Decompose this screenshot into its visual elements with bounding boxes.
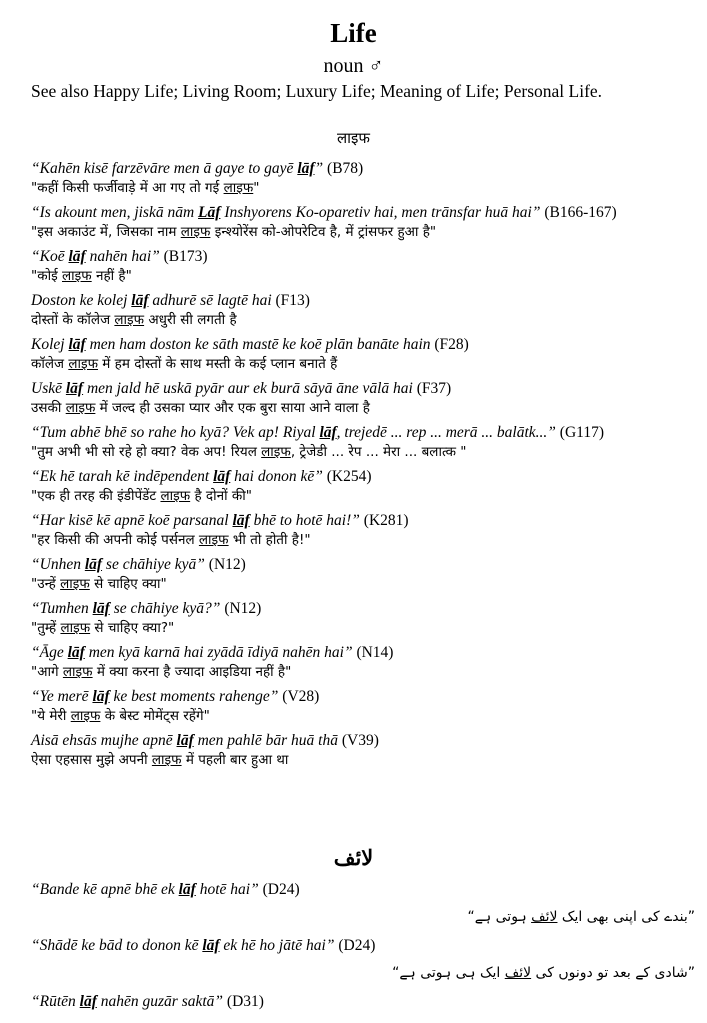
keyword: lāf (79, 993, 97, 1010)
translation (31, 663, 695, 682)
translation-keyword: लाइफ (68, 356, 99, 372)
translation-keyword: लाइफ (60, 620, 91, 636)
translation (31, 751, 695, 770)
example-text (31, 468, 323, 485)
example-post: hai donon kē” (230, 468, 323, 485)
example-pre: “Shādē ke bād to donon kē (31, 937, 203, 954)
translation-keyword: लाइफ (65, 400, 96, 416)
entry (31, 599, 695, 638)
translation-post: है दोनों की" (190, 488, 252, 504)
keyword: lāf (92, 688, 110, 705)
entry (31, 159, 695, 198)
translation-keyword: लाइफ (62, 664, 93, 680)
example-post: men ham doston ke sāth mastē ke koē plān banāte hain (85, 336, 431, 353)
translation-post: नहीं है" (91, 268, 132, 284)
translation-keyword: لائف (531, 909, 558, 925)
keyword: lāf (84, 556, 103, 573)
example-sentence (31, 467, 695, 487)
example-text (31, 424, 556, 441)
example-text (31, 160, 323, 177)
example-pre: “Bande kē apnē bhē ek (31, 881, 179, 898)
translation-post: के बेस्ट मोमेंट्स रहेंगे" (100, 708, 210, 724)
example-sentence (31, 379, 695, 399)
example-sentence (31, 203, 695, 223)
example-sentence (31, 555, 695, 575)
translation-keyword: लाइफ (60, 576, 90, 592)
keyword: lāf (65, 380, 84, 397)
translation-pre: "तुम्हें (31, 620, 61, 636)
keyword: lāf (178, 881, 196, 898)
translation-keyword: लाइफ (151, 752, 182, 768)
keyword: lāf (232, 512, 250, 529)
entry (31, 687, 695, 726)
example-post: se chāhiye kyā?” (109, 600, 221, 617)
source-ref: (G117) (555, 424, 604, 441)
example-pre: Aisā ehsās mujhe apnē (31, 732, 177, 749)
translation-pre: ”بندے کی اپنی بھی ایک (557, 909, 695, 925)
keyword: lāf (92, 600, 110, 617)
example-pre: “Kahēn kisē farzēvāre men ā gaye to gayē (31, 160, 298, 177)
translation-pre: "इस अकाउंट में, जिसका नाम (31, 224, 181, 240)
translation-post: इन्श्योरेंस को-ओपरेटिव है, में ट्रांसफर हुआ है" (210, 224, 437, 240)
translation-pre: कॉलेज (31, 356, 69, 372)
entry (31, 731, 695, 770)
translation-keyword: लाइफ (198, 532, 229, 548)
keyword: lāf (68, 336, 86, 353)
source-ref: (D24) (334, 937, 376, 954)
translation-post: में हम दोस्तों के साथ मस्ती के कई प्लान बनाते हैं (98, 356, 338, 372)
translation (31, 619, 695, 638)
translation-pre: "हर किसी की अपनी कोई पर्सनल (31, 532, 199, 548)
example-text (31, 204, 540, 221)
translation-post: , ट्रेजेडी ... रेप ... मेरा ... बलात्क " (290, 444, 467, 460)
translation-post: में क्या करना है ज्यादा आइडिया नहीं है" (92, 664, 292, 680)
translation-post: में पहली बार हुआ था (181, 752, 289, 768)
translation (31, 399, 695, 418)
translation-pre: "उन्हें (31, 576, 61, 592)
example-sentence (31, 687, 695, 707)
source-ref: (D24) (258, 881, 300, 898)
example-sentence (31, 992, 695, 1012)
example-text (31, 732, 338, 749)
example-post: men pahlē bār huā thā (193, 732, 338, 749)
translation-post: " (253, 180, 260, 196)
translation (31, 267, 695, 286)
translation-post: से चाहिए क्या" (89, 576, 167, 592)
entry (31, 643, 695, 682)
translation-keyword: لائف (504, 965, 532, 981)
translation-pre: "ये मेरी (31, 708, 71, 724)
example-pre: Kolej (31, 336, 69, 353)
translation-pre: "एक ही तरह की इंडीपेंडेंट (31, 488, 161, 504)
example-pre: Uskē (31, 380, 66, 397)
example-sentence (31, 247, 695, 267)
translation-post: से चाहिए क्या?" (90, 620, 175, 636)
example-post: Inshyorens Ko-oparetiv hai, men trānsfar huā hai” (220, 204, 541, 221)
urdu-translation (31, 906, 695, 928)
translation-post: भी तो होती है!" (228, 532, 311, 548)
example-post: nahēn hai” (85, 248, 160, 265)
example-pre: “Koē (31, 248, 69, 265)
example-text (31, 688, 278, 705)
source-ref: (F37) (412, 380, 452, 397)
source-ref: (D31) (223, 993, 264, 1010)
translation-post: ہوتی ہے“ (467, 909, 532, 925)
example-text (31, 380, 413, 397)
hindi-section-heading: लाइफ (337, 129, 370, 147)
keyword: Lāf (198, 204, 221, 221)
keyword: lāf (176, 732, 194, 749)
example-sentence (31, 335, 695, 355)
example-sentence (31, 159, 695, 179)
translation-keyword: लाइफ (261, 444, 291, 460)
translation-keyword: लाइफ (114, 312, 145, 328)
example-sentence (31, 880, 695, 900)
example-sentence (31, 291, 695, 311)
source-ref: (K281) (359, 512, 409, 529)
source-ref: (F13) (271, 292, 310, 309)
source-ref: (N12) (220, 600, 262, 617)
example-pre: “Unhen (31, 556, 85, 573)
example-post: ek hē ho jātē hai” (219, 937, 335, 954)
source-ref: (B166-167) (540, 204, 617, 221)
entry (31, 511, 695, 550)
source-ref: (B173) (159, 248, 208, 265)
translation (31, 311, 695, 330)
entry (31, 247, 695, 286)
example-text (31, 512, 360, 529)
example-sentence (31, 936, 695, 956)
keyword: lāf (67, 644, 85, 661)
source-ref: (N12) (204, 556, 246, 573)
example-pre: “Ye merē (31, 688, 93, 705)
example-sentence (31, 731, 695, 751)
entry (31, 555, 695, 594)
translation (31, 355, 695, 374)
translation (31, 531, 695, 550)
hindi-entries (31, 159, 695, 775)
source-ref: (N14) (352, 644, 394, 661)
entry (31, 423, 695, 462)
example-text (31, 644, 353, 661)
example-text (31, 937, 334, 954)
translation-keyword: लाइफ (62, 268, 92, 284)
entry (31, 291, 695, 330)
entry (31, 335, 695, 374)
keyword: lāf (213, 468, 231, 485)
example-post: se chāhiye kyā” (102, 556, 205, 573)
urdu-translation (31, 962, 695, 984)
translation-pre: ”شادی کے بعد تو دونوں کی (531, 965, 695, 981)
urdu-section-heading: لائف (333, 846, 374, 870)
translation-pre: दोस्तों के कॉलेज (31, 312, 115, 328)
keyword: lāf (202, 937, 220, 954)
source-ref: (V39) (337, 732, 379, 749)
translation-pre: "आगे (31, 664, 63, 680)
translation-post: ایک ہی ہوتی ہے“ (392, 965, 505, 981)
example-post: hotē hai” (195, 881, 259, 898)
keyword: lāf (68, 248, 86, 265)
example-post: ke best moments rahenge” (109, 688, 279, 705)
translation-post: अधुरी सी लगती है (144, 312, 237, 328)
translation (31, 223, 695, 242)
example-pre: “Tum abhē bhē so rahe ho kyā? Vek ap! Riyal (31, 424, 320, 441)
example-post: bhē to hotē hai!” (249, 512, 360, 529)
translation-post: में जल्द ही उसका प्यार और एक बुरा साया आने वाला है (95, 400, 370, 416)
translation-keyword: लाइफ (223, 180, 254, 196)
headword: Life (330, 18, 377, 48)
translation-pre: उसकी (31, 400, 66, 416)
translation-pre: "कहीं किसी फर्जीवाड़े में आ गए तो गई (31, 180, 224, 196)
example-sentence (31, 599, 695, 619)
urdu-entries (31, 880, 695, 1012)
translation-keyword: लाइफ (160, 488, 191, 504)
example-post: men kyā karnā hai zyādā īdiyā nahēn hai” (84, 644, 353, 661)
example-pre: “Āge (31, 644, 68, 661)
translation (31, 707, 695, 726)
keyword: lāf (319, 424, 337, 441)
keyword: lāf (297, 160, 315, 177)
entry (31, 467, 695, 506)
translation (31, 575, 695, 594)
example-pre: “Tumhen (31, 600, 93, 617)
example-post: , trejedē ... rep ... merā ... balātk...” (336, 424, 556, 441)
example-sentence (31, 423, 695, 443)
translation (31, 443, 695, 462)
translation (31, 179, 695, 198)
source-ref: (F28) (430, 336, 469, 353)
example-text (31, 556, 205, 573)
part-of-speech: noun ♂ (323, 55, 384, 77)
translation (31, 487, 695, 506)
example-sentence (31, 511, 695, 531)
source-ref: (V28) (278, 688, 320, 705)
source-ref: (B78) (323, 160, 364, 177)
entry (31, 203, 695, 242)
example-pre: “Is akount men, jiskā nām (31, 204, 199, 221)
example-text (31, 993, 223, 1010)
example-pre: “Ek hē tarah kē indēpendent (31, 468, 214, 485)
example-sentence (31, 643, 695, 663)
translation-pre: ऐसा एहसास मुझे अपनी (31, 752, 152, 768)
example-text (31, 600, 220, 617)
example-pre: “Rūtēn (31, 993, 80, 1010)
translation-keyword: लाइफ (70, 708, 101, 724)
source-ref: (K254) (322, 468, 372, 485)
example-text (31, 336, 431, 353)
example-text (31, 292, 272, 309)
example-pre: “Har kisē kē apnē koē parsanal (31, 512, 233, 529)
translation-keyword: लाइफ (180, 224, 211, 240)
keyword: lāf (131, 292, 149, 309)
example-pre: Doston ke kolej (31, 292, 132, 309)
see-also: See also Happy Life; Living Room; Luxury Life; Meaning of Life; Personal Life. (31, 81, 603, 101)
example-post: men jald hē uskā pyār aur ek burā sāyā āne vālā hai (83, 380, 413, 397)
entry (31, 379, 695, 418)
example-post: nahēn guzār saktā” (96, 993, 224, 1010)
example-post: ” (314, 160, 324, 177)
example-post: adhurē sē lagtē hai (148, 292, 272, 309)
translation-pre: "कोई (31, 268, 62, 284)
example-text (31, 881, 259, 898)
example-text (31, 248, 160, 265)
translation-pre: "तुम अभी भी सो रहे हो क्या? वेक अप! रियल (31, 444, 262, 460)
